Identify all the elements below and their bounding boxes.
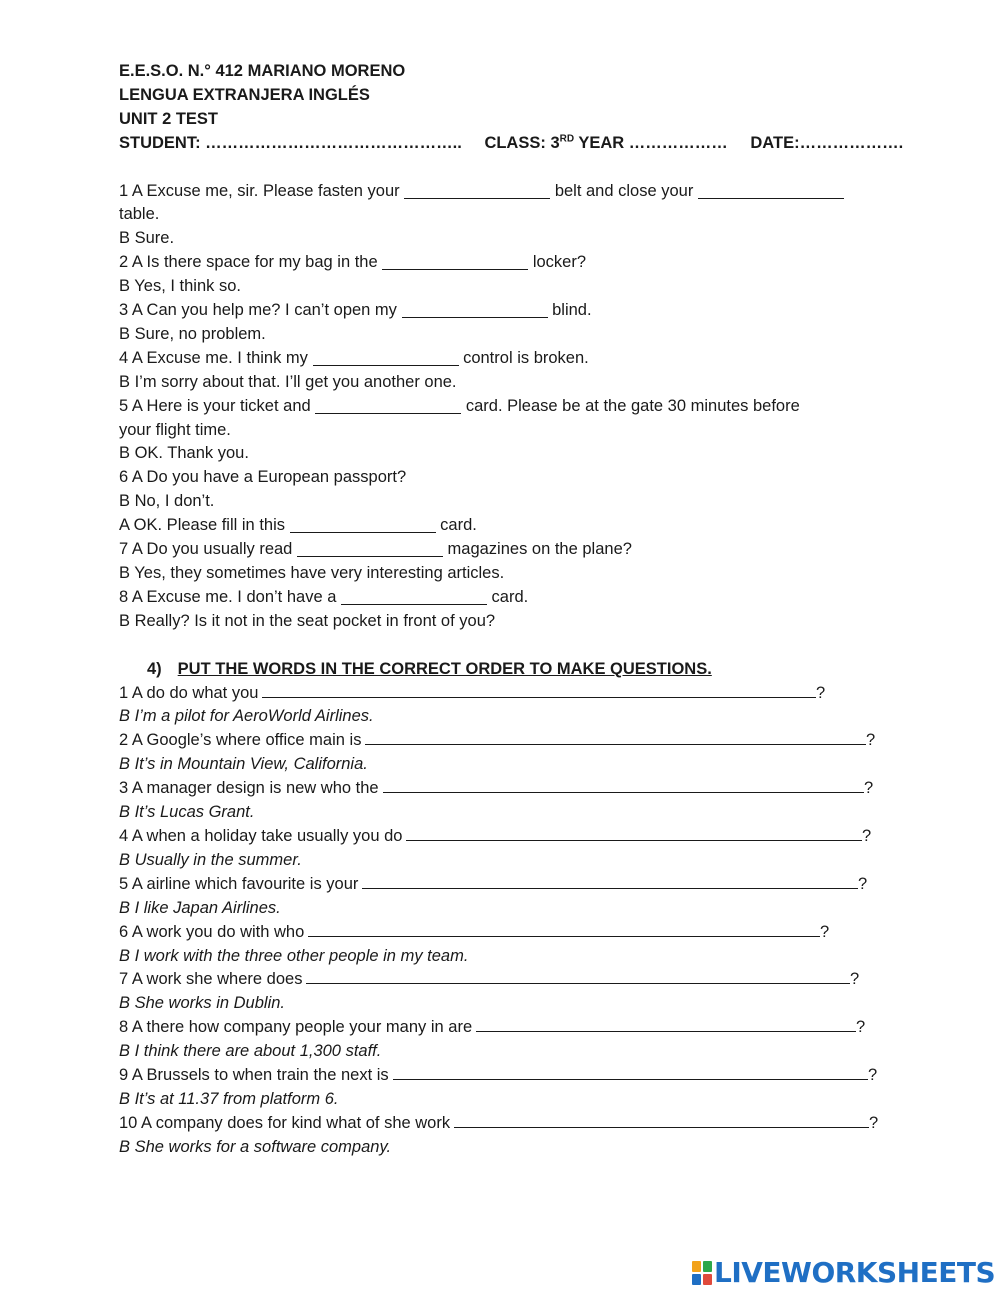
question-words: 10 A company does for kind what of she work: [119, 1113, 451, 1132]
answer-input[interactable]: [393, 1064, 868, 1080]
answer-text: B It’s Lucas Grant.: [119, 803, 255, 822]
section-number: 4): [147, 659, 162, 678]
question-words: 2 A Google’s where office main is: [119, 731, 362, 750]
answer-input[interactable]: [454, 1112, 869, 1128]
q5-a: [119, 395, 889, 419]
question-words: 6 A work you do with who: [119, 922, 305, 941]
q8-a-text2: card.: [486, 587, 529, 606]
q2-a-text2: locker?: [528, 253, 587, 272]
blank-input[interactable]: [341, 589, 487, 605]
q1-a: [119, 180, 889, 204]
question-mark: ?: [864, 779, 874, 798]
answer-text: B I’m a pilot for AeroWorld Airlines.: [119, 707, 374, 726]
class-field[interactable]: [484, 134, 727, 152]
question-words: 7 A work she where does: [119, 970, 303, 989]
q5-b: B OK. Thank you.: [119, 444, 249, 463]
blank-input[interactable]: [382, 254, 528, 270]
answer-text: B I work with the three other people in my team.: [119, 946, 469, 965]
answer-text: B I like Japan Airlines.: [119, 898, 281, 917]
reorder-question: [119, 682, 889, 706]
logo-mark-icon: [692, 1261, 712, 1285]
answer-input[interactable]: [365, 729, 866, 745]
question-words: 8 A there how company people your many in are: [119, 1018, 473, 1037]
q7-a-text2: magazines on the plane?: [442, 540, 632, 559]
answer-input[interactable]: [306, 968, 850, 984]
reorder-question: [119, 921, 889, 945]
answer-input[interactable]: [362, 873, 858, 889]
q7-a: [119, 538, 889, 562]
logo-tile: [703, 1261, 712, 1272]
blank-input[interactable]: [290, 517, 436, 533]
reorder-question: [119, 1016, 889, 1040]
q4-a: [119, 347, 889, 371]
q5-a-text2: card. Please be at the gate 30 minutes before: [461, 396, 800, 415]
q1-b: B Sure.: [119, 229, 175, 248]
q5-a-text1: 5 A Here is your ticket and: [119, 396, 316, 415]
q6-a: 6 A Do you have a European passport?: [119, 468, 407, 487]
student-info-row: [119, 132, 904, 156]
q3-a-text2: blind.: [547, 301, 592, 320]
q3-a-text1: 3 A Can you help me? I can’t open my: [119, 301, 402, 320]
answer-input[interactable]: [476, 1016, 856, 1032]
section-4-heading: [119, 658, 889, 682]
logo-tile: [692, 1261, 701, 1272]
question-mark: ?: [856, 1018, 866, 1037]
question-mark: ?: [862, 826, 872, 845]
question-mark: ?: [868, 1066, 878, 1085]
question-words: 5 A airline which favourite is your: [119, 874, 359, 893]
blank-input[interactable]: [404, 183, 550, 199]
q8-a: [119, 586, 889, 610]
q6-c-text2: card.: [435, 516, 477, 535]
question-words: 9 A Brussels to when train the next is: [119, 1066, 389, 1085]
student-field[interactable]: STUDENT: ………………………………………..: [119, 133, 462, 152]
question-mark: ?: [858, 874, 868, 893]
answer-text: B She works in Dublin.: [119, 994, 285, 1013]
q1-a-cont: table.: [119, 205, 160, 224]
logo-text: LIVEWORKSHEETS: [714, 1256, 996, 1289]
answer-input[interactable]: [262, 682, 816, 698]
q4-a-text2: control is broken.: [458, 348, 589, 367]
reorder-question: [119, 777, 889, 801]
q4-a-text1: 4 A Excuse me. I think my: [119, 348, 313, 367]
class-prefix: CLASS: 3: [484, 133, 560, 152]
answer-input[interactable]: [406, 825, 862, 841]
answer-text: B Usually in the summer.: [119, 850, 302, 869]
blank-input[interactable]: [315, 398, 461, 414]
question-words: 3 A manager design is new who the: [119, 779, 379, 798]
q2-a: [119, 251, 889, 275]
q3-b: B Sure, no problem.: [119, 324, 266, 343]
class-sup: RD: [559, 133, 575, 145]
question-mark: ?: [866, 731, 876, 750]
worksheet: [119, 60, 904, 1160]
q4-b: B I’m sorry about that. I’ll get you another one.: [119, 372, 457, 391]
reorder-question: [119, 873, 889, 897]
reorder-question: [119, 1112, 889, 1136]
q3-a: [119, 299, 889, 323]
class-suffix: YEAR ………………: [574, 133, 728, 152]
blank-input[interactable]: [313, 350, 459, 366]
test-title: UNIT 2 TEST: [119, 109, 219, 128]
q7-b: B Yes, they sometimes have very interesting articles.: [119, 564, 505, 583]
q1-a-text1: 1 A Excuse me, sir. Please fasten your: [119, 181, 405, 200]
answer-text: B She works for a software company.: [119, 1137, 392, 1156]
reorder-question: [119, 729, 889, 753]
blank-input[interactable]: [297, 541, 443, 557]
answer-text: B It’s in Mountain View, California.: [119, 755, 368, 774]
question-mark: ?: [820, 922, 830, 941]
answer-input[interactable]: [308, 921, 820, 937]
school-name: E.E.S.O. N.° 412 MARIANO MORENO: [119, 62, 406, 80]
q6-c-text1: A OK. Please fill in this: [119, 516, 290, 535]
logo-tile: [703, 1274, 712, 1285]
q2-a-text1: 2 A Is there space for my bag in the: [119, 253, 383, 272]
question-words: 1 A do do what you: [119, 683, 259, 702]
question-list: [119, 682, 889, 1160]
blank-input[interactable]: [402, 302, 548, 318]
q2-b: B Yes, I think so.: [119, 277, 241, 296]
liveworksheets-logo: [692, 1256, 995, 1289]
q6-b: B No, I don’t.: [119, 492, 215, 511]
q5-a-cont: your flight time.: [119, 420, 231, 439]
answer-input[interactable]: [383, 777, 864, 793]
reorder-question: [119, 968, 889, 992]
question-mark: ?: [816, 683, 826, 702]
subject-name: LENGUA EXTRANJERA INGLÉS: [119, 85, 370, 104]
logo-tile: [692, 1274, 701, 1285]
question-mark: ?: [850, 970, 860, 989]
answer-text: B It’s at 11.37 from platform 6.: [119, 1089, 339, 1108]
reorder-question: [119, 825, 889, 849]
answer-text: B I think there are about 1,300 staff.: [119, 1042, 382, 1061]
blank-input[interactable]: [698, 183, 844, 199]
q6-c: [119, 514, 889, 538]
reorder-question: [119, 1064, 889, 1088]
question-words: 4 A when a holiday take usually you do: [119, 826, 403, 845]
question-mark: ?: [869, 1113, 879, 1132]
q8-b: B Really? Is it not in the seat pocket in front of you?: [119, 611, 496, 630]
q1-a-text2: belt and close your: [550, 181, 698, 200]
section-title: PUT THE WORDS IN THE CORRECT ORDER TO MAKE QUESTIONS.: [177, 659, 712, 678]
q7-a-text1: 7 A Do you usually read: [119, 540, 297, 559]
q8-a-text1: 8 A Excuse me. I don’t have a: [119, 587, 341, 606]
date-field[interactable]: DATE:……………….: [750, 133, 904, 152]
